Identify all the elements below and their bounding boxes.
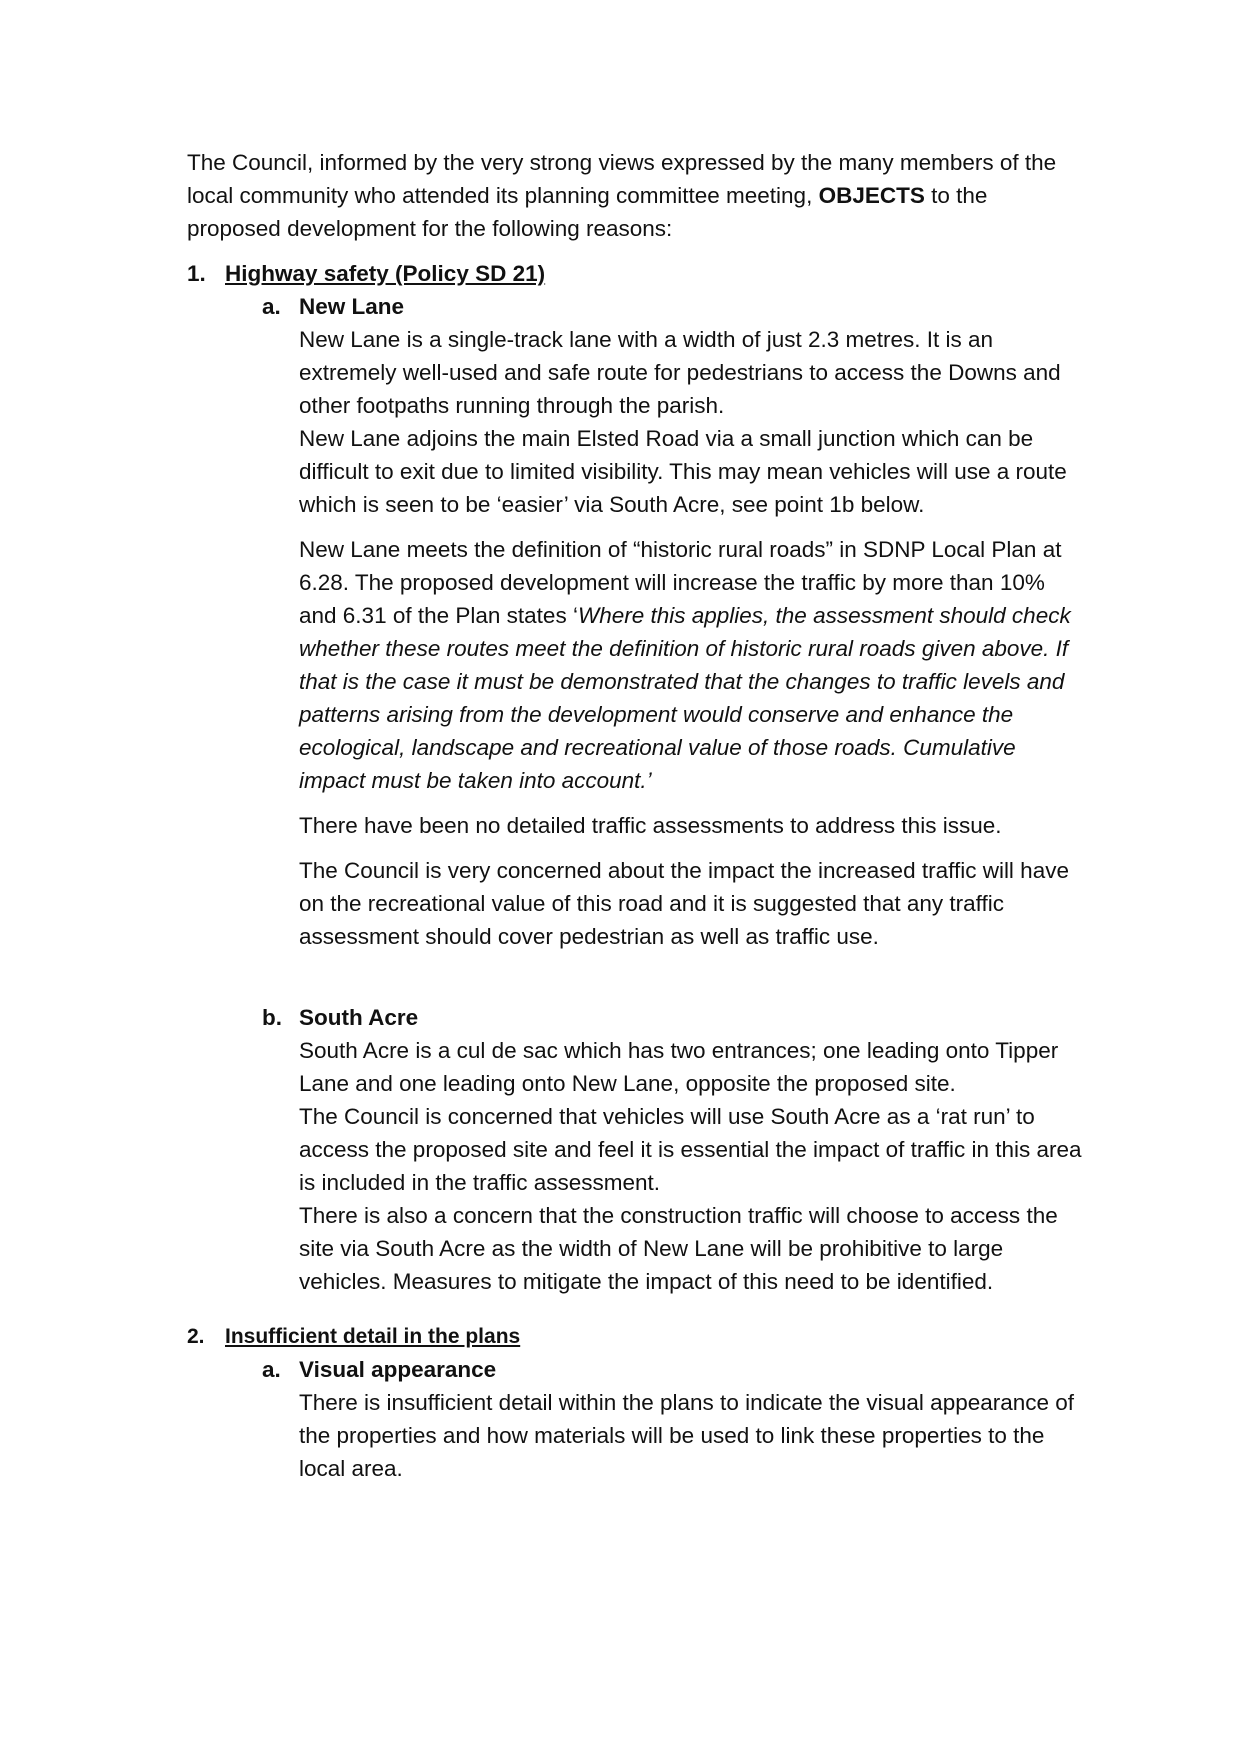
- intro-emphasis: OBJECTS: [818, 183, 925, 208]
- subsection-title: New Lane: [299, 294, 405, 319]
- document-page: [187, 146, 1087, 1485]
- subsection-letter: a.: [262, 1357, 281, 1382]
- paragraph: There is insufficient detail within the plans to indicate the visual appearance of the properties and how materials will be used to link these properties to the local area.: [299, 1390, 1075, 1481]
- paragraph: South Acre is a cul de sac which has two entrances; one leading onto Tipper Lane and one leading onto New Lane, opposite the proposed site.: [299, 1038, 1059, 1096]
- section-number: 2.: [187, 1325, 205, 1348]
- paragraph: New Lane is a single-track lane with a width of just 2.3 metres. It is an extremely well-used and safe route for pedestrians to access the Downs and other footpaths running through the parish.: [299, 327, 1061, 418]
- section-2-heading: [187, 1320, 1087, 1353]
- section-title: Highway safety (Policy SD 21): [225, 261, 546, 286]
- paragraph: [299, 533, 1087, 797]
- subsection-1b-heading: [262, 1001, 1087, 1034]
- subsection-1a-heading: [262, 290, 1087, 323]
- section-title: Insufficient detail in the plans: [225, 1325, 521, 1348]
- intro-text-before: The Council, informed by the very strong views expressed by the many members of the local community who attended its planning committee meeting,: [187, 150, 1057, 208]
- subsection-letter: a.: [262, 294, 281, 319]
- subsection-letter: b.: [262, 1005, 282, 1030]
- paragraph: The Council is concerned that vehicles will use South Acre as a ‘rat run’ to access the proposed site and feel it is essential the impact of traffic in this area is included in the traffic assessment.: [299, 1104, 1082, 1195]
- paragraph: There is also a concern that the construction traffic will choose to access the site via South Acre as the width of New Lane will be prohibitive to large vehicles. Measures to mitigate the impact of this need to be identified.: [299, 1203, 1058, 1294]
- paragraph: New Lane adjoins the main Elsted Road via a small junction which can be difficult to exit due to limited visibility. This may mean vehicles will use a route which is seen to be ‘easier’ via South Acre, see point 1b below.: [299, 426, 1067, 517]
- subsection-1b-body: [299, 1034, 1087, 1298]
- intro-paragraph: [187, 146, 1087, 245]
- subsection-2a-body: [299, 1386, 1087, 1485]
- paragraph: There have been no detailed traffic assessments to address this issue.: [299, 813, 1002, 838]
- section-1-heading: [187, 257, 1087, 290]
- paragraph-text: New Lane meets the definition of “historic rural roads” in SDNP Local Plan at 6.28. The proposed development will increase the traffic by more than 10% and 6.31 of the Plan states ‘: [299, 537, 1062, 628]
- intro-text-after: to the proposed development for the following reasons:: [187, 183, 988, 241]
- paragraph: The Council is very concerned about the impact the increased traffic will have on the recreational value of this road and it is suggested that any traffic assessment should cover pedestrian as well as traffic use.: [299, 858, 1069, 949]
- subsection-1a-body: [299, 323, 1087, 953]
- subsection-title: Visual appearance: [299, 1357, 497, 1382]
- policy-quote: Where this applies, the assessment should check whether these routes meet the definition of historic rural roads given above. If that is the case it must be demonstrated that the changes to traffic levels and patterns arising from the development would conserve and enhance the ecological, landscape and recreational value of those roads. Cumulative impact must be taken into account.’: [299, 603, 1071, 793]
- section-number: 1.: [187, 261, 206, 286]
- subsection-2a-heading: [262, 1353, 1087, 1386]
- subsection-title: South Acre: [299, 1005, 419, 1030]
